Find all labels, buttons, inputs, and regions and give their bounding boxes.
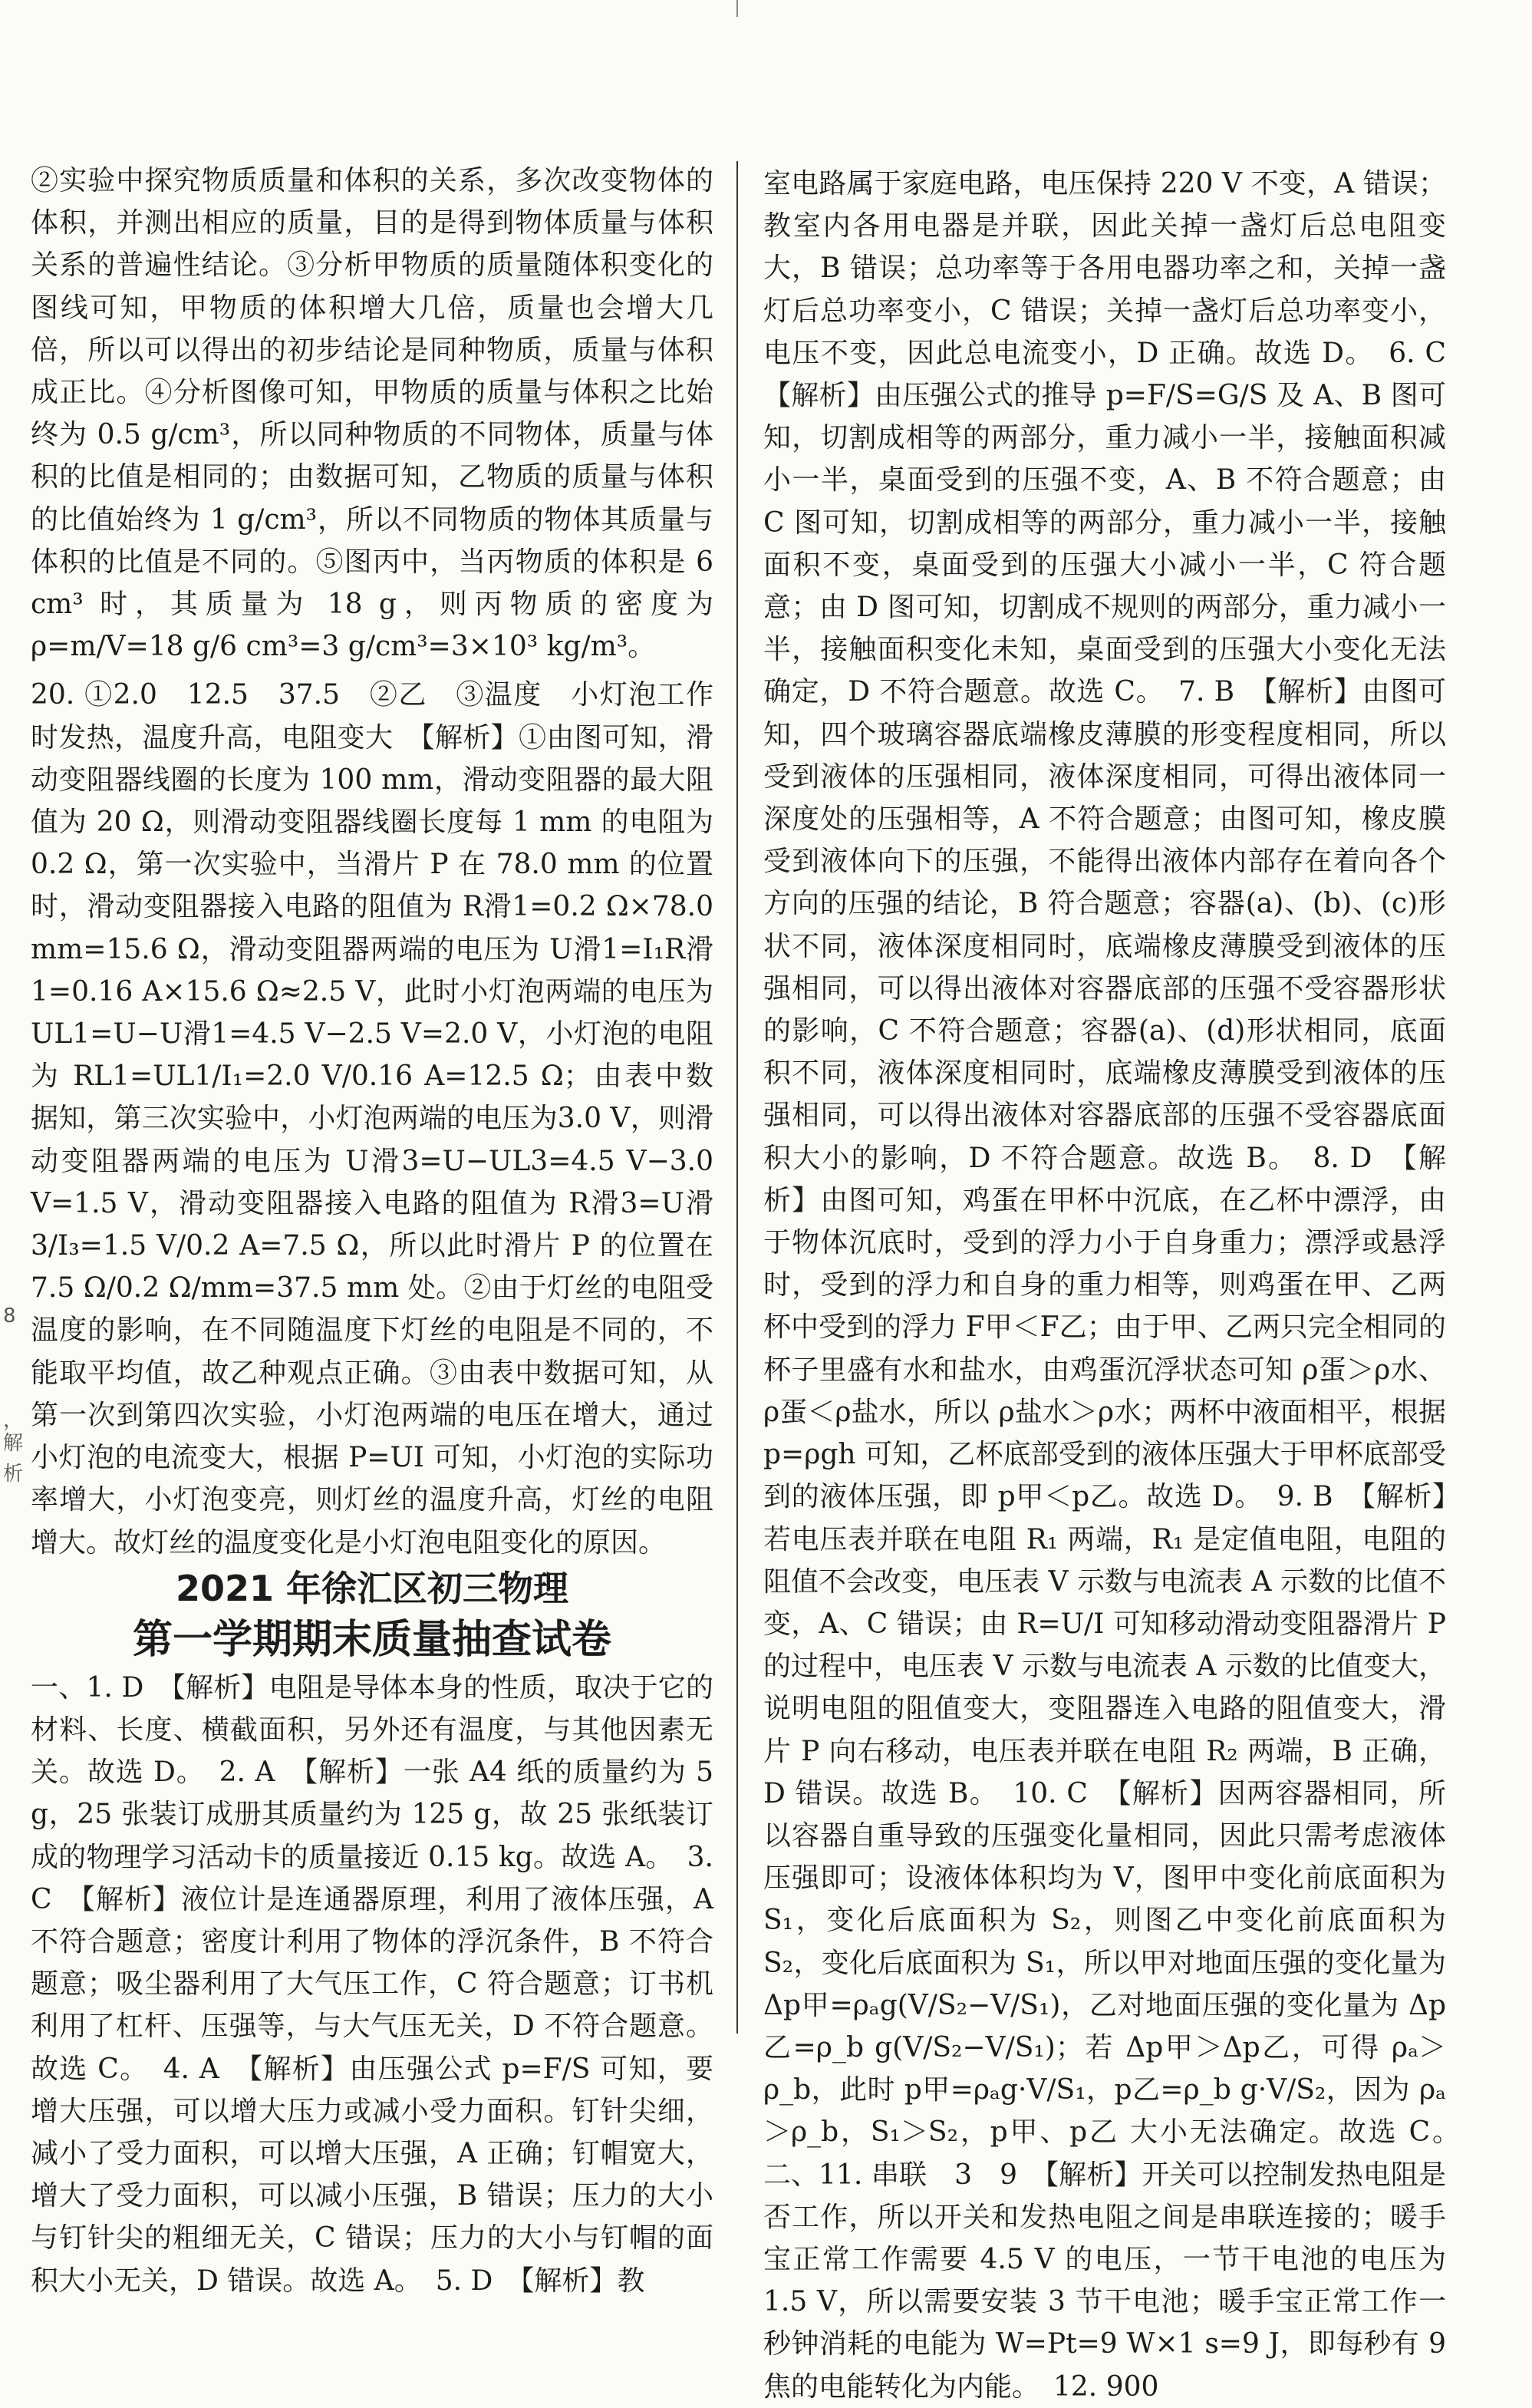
- exam-title-line2: 第一学期期末质量抽查试卷: [132, 1616, 611, 1663]
- margin-mark-3: 解: [3, 1432, 24, 1455]
- paragraph-20-answer: 20. ①2.0 12.5 37.5 ②乙 ③温度 小灯泡工作时发热，温度升高，电阻变大 【解析】①由图可知，滑动变阻器线圈的长度为 100 mm，滑动变阻器的最大阻值为 20 Ω，则滑动变阻器线圈长度每 1 mm 的电阻为 0.2 Ω，第一次实验中，当滑片 P 在 78.0 mm 的位置时，滑动变阻器接入电路的阻值为 R滑1=0.2 Ω×78.0 mm=15.6 Ω，滑动变阻器两端的电压为 U滑1=I₁R滑1=0.16 A×15.6 Ω≈2.5 V，此时小灯泡两端的电压为 UL1=U−U滑1=4.5 V−2.5 V=2.0 V，小灯泡的电阻为 RL1=UL1/I₁=2.0 V/0.16 A=12.5 Ω；由表中数据知，第三次实验中，小灯泡两端的电压为3.0 V，则滑动变阻器两端的电压为 U滑3=U−UL3=4.5 V−3.0 V=1.5 V，滑动变阻器接入电路的阻值为 R滑3=U滑3/I₃=1.5 V/0.2 A=7.5 Ω，所以此时滑片 P 的位置在 7.5 Ω/0.2 Ω/mm=37.5 mm 处。②由于灯丝的电阻受温度的影响，在不同随温度下灯丝的电阻是不同的，不能取平均值，故乙种观点正确。③由表中数据可知，从第一次到第四次实验，小灯泡两端的电压在增大，通过小灯泡的电流变大，根据 P=UI 可知，小灯泡的实际功率增大，小灯泡变亮，则灯丝的温度升高，灯丝的电阻增大。故灯丝的温度变化是小灯泡电阻变化的原因。: [31, 679, 713, 1559]
- exam-title-line1: 2021 年徐汇区初三物理: [175, 1567, 569, 1609]
- margin-mark-4: 析: [3, 1463, 24, 1486]
- section-one-answers: 一、1. D 【解析】电阻是导体本身的性质，取决于它的材料、长度、横截面积，另外还有温度，与其他因素无关。故选 D。 2. A 【解析】一张 A4 纸的质量约为 5 g，25 张装订成册其质量约为 125 g，故 25 张纸装订成的物理学习活动卡的质量接近 0.15 kg。故选 A。 3. C 【解析】液位计是连通器原理，利用了液体压强，A 不符合题意；密度计利用了物体的浮沉条件，B 不符合题意；吸尘器利用了大气压工作，C 符合题意；订书机利用了杠杆、压强等，与大气压无关，D 不符合题意。故选 C。 4. A 【解析】由压强公式 p=F/S 可知，要增大压强，可以增大压力或减小受力面积。钉针尖细，减小了受力面积，可以增大压强，A 正确；钉帽宽大，增大了受力面积，可以减小压强，B 错误；压力的大小与钉针尖的粗细无关，C 错误；压力的大小与钉帽的面积大小无关，D 错误。故选 A。 5. D 【解析】教: [31, 1671, 713, 2297]
- right-column-text: 室电路属于家庭电路，电压保持 220 V 不变，A 错误；教室内各用电器是并联，因此关掉一盏灯后总电阻变大，B 错误；总功率等于各用电器功率之和，关掉一盏灯后总功率变小，C 错误；关掉一盏灯后总功率变小，电压不变，因此总电流变小，D 正确。故选 D。 6. C 【解析】由压强公式的推导 p=F/S=G/S 及 A、B 图可知，切割成相等的两部分，重力减小一半，接触面积减小一半，桌面受到的压强不变，A、B 不符合题意；由 C 图可知，切割成相等的两部分，重力减小一半，接触面积不变，桌面受到的压强大小减小一半，C 符合题意；由 D 图可知，切割成不规则的两部分，重力减小一半，接触面积变化未知，桌面受到的压强大小变化无法确定，D 不符合题意。故选 C。 7. B 【解析】由图可知，四个玻璃容器底端橡皮薄膜的形变程度相同，所以受到液体的压强相同，液体深度相同，可得出液体同一深度处的压强相等，A 不符合题意；由图可知，橡皮膜受到液体向下的压强，不能得出液体内部存在着向各个方向的压强的结论，B 符合题意；容器(a)、(b)、(c)形状不同，液体深度相同时，底端橡皮薄膜受到液体的压强相同，可以得出液体对容器底部的压强不受容器形状的影响，C 不符合题意；容器(a)、(d)形状相同，底面积不同，液体深度相同时，底端橡皮薄膜受到液体的压强相同，可以得出液体对容器底部的压强不受容器底面积大小的影响，D 不符合题意。故选 B。 8. D 【解析】由图可知，鸡蛋在甲杯中沉底，在乙杯中漂浮，由于物体沉底时，受到的浮力小于自身重力；漂浮或悬浮时，受到的浮力和自身的重力相等，则鸡蛋在甲、乙两杯中受到的浮力 F甲＜F乙；由于甲、乙两只完全相同的杯子里盛有水和盐水，由鸡蛋沉浮状态可知 ρ蛋＞ρ水、ρ蛋＜ρ盐水，所以 ρ盐水＞ρ水；两杯中液面相平，根据 p=ρgh 可知，乙杯底部受到的液体压强大于甲杯底部受到的液体压强，即 p甲＜p乙。故选 D。 9. B 【解析】若电压表并联在电阻 R₁ 两端，R₁ 是定值电阻，电阻的阻值不会改变，电压表 V 示数与电流表 A 示数的比值不变，A、C 错误；由 R=U/I 可知移动滑动变阻器滑片 P 的过程中，电压表 V 示数与电流表 A 示数的比值变大，说明电阻的阻值变大，变阻器连入电路的阻值变大，滑片 P 向右移动，电压表并联在电阻 R₂ 两端，B 正确，D 错误。故选 B。 10. C 【解析】因两容器相同，所以容器自重导致的压强变化量相同，因此只需考虑液体压强即可；设液体体积均为 V，图甲中变化前底面积为 S₁，变化后底面积为 S₂，则图乙中变化前底面积为 S₂，变化后底面积为 S₁，所以甲对地面压强的变化量为 Δp甲=ρₐg(V/S₂−V/S₁)，乙对地面压强的变化量为 Δp乙=ρ_b g(V/S₂−V/S₁)；若 Δp甲＞Δp乙，可得 ρₐ＞ρ_b，此时 p甲=ρₐg·V/S₁，p乙=ρ_b g·V/S₂，因为 ρₐ＞ρ_b，S₁＞S₂，p甲、p乙 大小无法确定。故选 C。 二、11. 串联 3 9 【解析】开关可以控制发热电阻是否工作，所以开关和发热电阻之间是串联连接的；暖手宝正常工作需要 4.5 V 的电压，一节干电池的电压为1.5 V，所以需要安装 3 节干电池；暖手宝正常工作一秒钟消耗的电能为 W=Pt=9 W×1 s=9 J，即每秒有 9 焦的电能转化为内能。 12. 900: [763, 168, 1474, 2403]
- right-column: [763, 163, 1474, 2408]
- column-divider: [736, 161, 738, 2034]
- margin-mark-2: ，: [3, 1409, 24, 1432]
- top-tick: [736, 0, 738, 17]
- left-column: [31, 160, 713, 2302]
- margin-mark-1: 8: [3, 1305, 16, 1328]
- paragraph-19-analysis: ②实验中探究物质质量和体积的关系，多次改变物体的体积，并测出相应的质量，目的是得到物体质量与体积关系的普遍性结论。③分析甲物质的质量随体积变化的图线可知，甲物质的体积增大几倍，质量也会增大几倍，所以可以得出的初步结论是同种物质，质量与体积成正比。④分析图像可知，甲物质的质量与体积之比始终为 0.5 g/cm³，所以同种物质的不同物体，质量与体积的比值是相同的；由数据可知，乙物质的质量与体积的比值始终为 1 g/cm³，所以不同物质的物体其质量与体积的比值是不同的。⑤图丙中，当丙物质的体积是 6 cm³ 时，其质量为 18 g，则丙物质的密度为 ρ=m/V=18 g/6 cm³=3 g/cm³=3×10³ kg/m³。: [31, 165, 713, 663]
